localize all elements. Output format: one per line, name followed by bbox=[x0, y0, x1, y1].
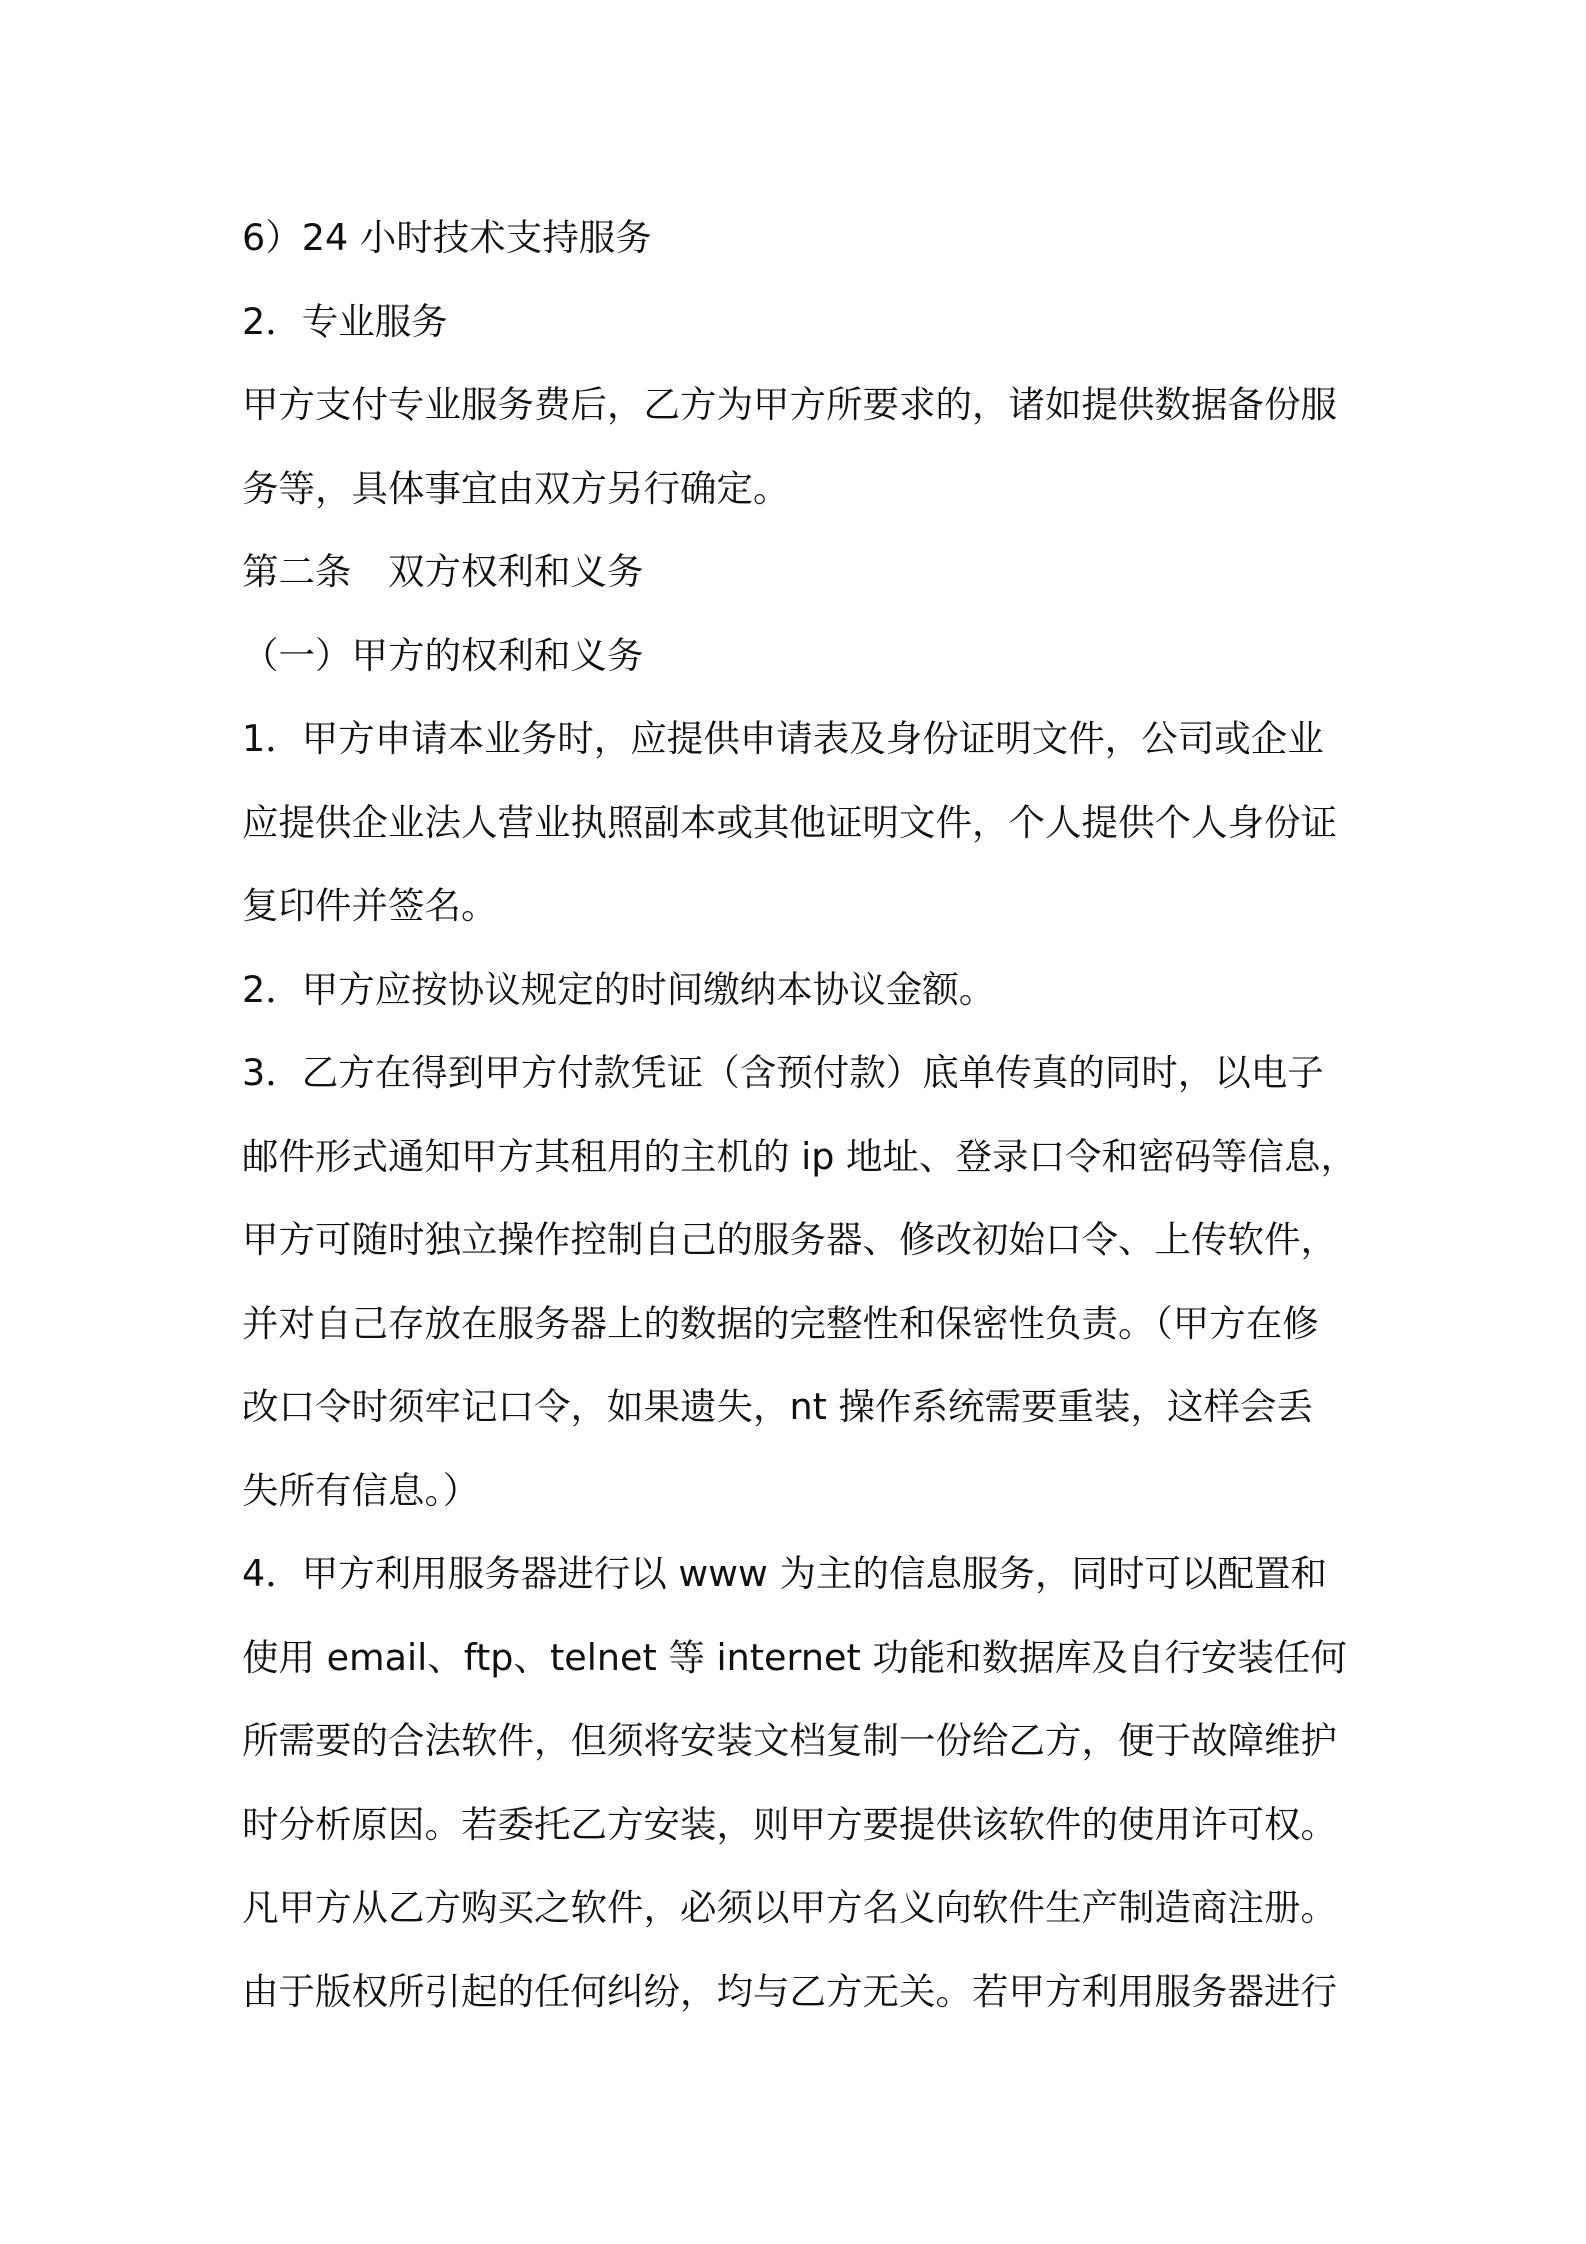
text-line: 时分析原因。若委托乙方安装，则甲方要提供该软件的使用许可权。 bbox=[242, 1802, 1337, 1846]
section-heading: 2．专业服务 bbox=[242, 299, 448, 343]
text-line: 2．甲方应按协议规定的时间缴纳本协议金额。 bbox=[242, 967, 996, 1011]
text-line: 复印件并签名。 bbox=[242, 884, 498, 927]
text-line: 3．乙方在得到甲方付款凭证（含预付款）底单传真的同时，以电子 bbox=[242, 1051, 1324, 1094]
text-line: 由于版权所引起的任何纠纷，均与乙方无关。若甲方利用服务器进行 bbox=[242, 1969, 1337, 2013]
text-line: 凡甲方从乙方购买之软件，必须以甲方名义向软件生产制造商注册。 bbox=[242, 1886, 1337, 1929]
text-line: 使用 email、ftp、telnet 等 internet 功能和数据库及自行安装任何 bbox=[242, 1635, 1347, 1679]
text-line: 所需要的合法软件，但须将安装文档复制一份给乙方，便于故障维护 bbox=[242, 1719, 1337, 1762]
text-line: 甲方可随时独立操作控制自己的服务器、修改初始口令、上传软件， bbox=[242, 1218, 1337, 1261]
subsection-heading: （一）甲方的权利和义务 bbox=[242, 633, 644, 677]
text-line: 4．甲方利用服务器进行以 www 为主的信息服务，同时可以配置和 bbox=[242, 1552, 1327, 1595]
text-line: 邮件形式通知甲方其租用的主机的 ip 地址、登录口令和密码等信息， bbox=[242, 1134, 1358, 1178]
article-heading: 第二条 双方权利和义务 bbox=[242, 550, 644, 593]
text-line: 务等，具体事宜由双方另行确定。 bbox=[242, 466, 790, 510]
text-line: 1．甲方申请本业务时，应提供申请表及身份证明文件，公司或企业 bbox=[242, 717, 1324, 760]
text-line: 失所有信息。） bbox=[242, 1468, 480, 1512]
text-line: 并对自己存放在服务器上的数据的完整性和保密性负责。（甲方在修 bbox=[242, 1301, 1319, 1345]
text-line: 改口令时须牢记口令，如果遗失，nt 操作系统需要重装，这样会丢 bbox=[242, 1385, 1314, 1428]
document-body bbox=[242, 196, 1362, 2033]
text-line: 甲方支付专业服务费后，乙方为甲方所要求的，诸如提供数据备份服 bbox=[242, 383, 1337, 426]
text-line: 6）24 小时技术支持服务 bbox=[242, 216, 652, 259]
text-line: 应提供企业法人营业执照副本或其他证明文件，个人提供个人身份证 bbox=[242, 800, 1337, 844]
